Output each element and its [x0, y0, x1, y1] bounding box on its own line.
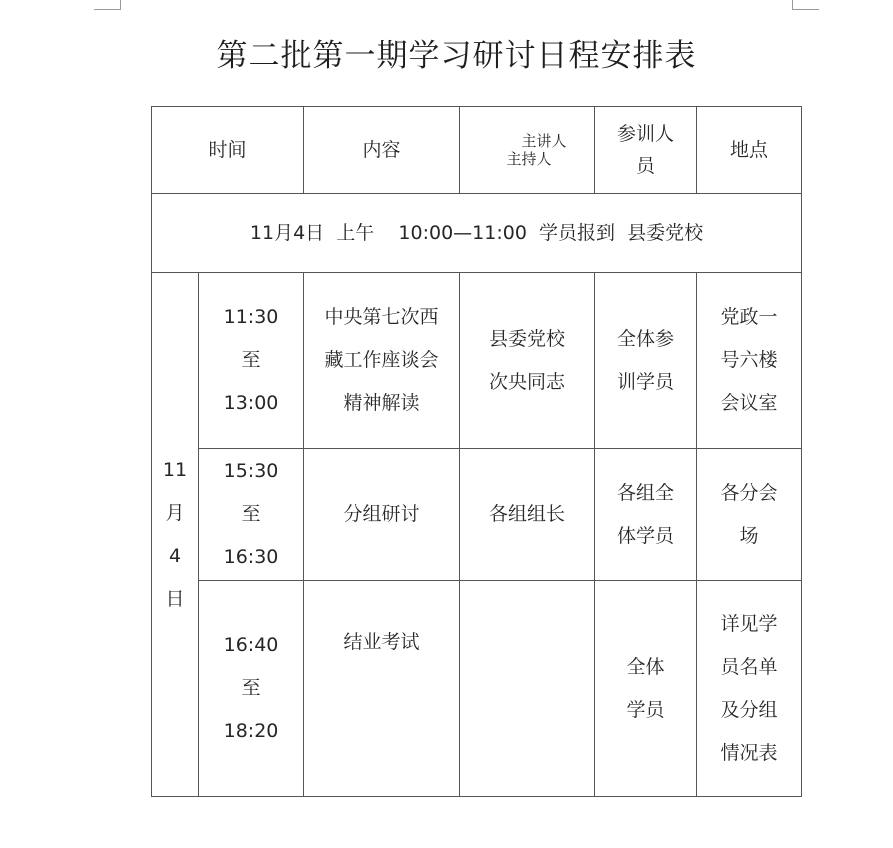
- table-row: [152, 581, 802, 797]
- location-cell: [697, 273, 802, 449]
- header-location: 地点: [697, 107, 802, 194]
- location-line: 情况表: [720, 741, 778, 764]
- date-char: 4: [168, 544, 182, 567]
- date-char: 11: [162, 458, 188, 481]
- content-line: 分组研讨: [343, 503, 420, 525]
- time-line: 至: [241, 503, 261, 525]
- location-line: 员名单: [720, 655, 778, 678]
- speaker-line: 各组组长: [489, 503, 566, 525]
- date-char: 月: [165, 501, 185, 524]
- location-line: 会议室: [720, 392, 778, 414]
- location-line: 号六楼: [720, 349, 778, 371]
- attendees-line: 学员: [626, 698, 665, 721]
- location-line: 及分组: [720, 698, 778, 721]
- crop-mark-top-right: [792, 0, 819, 10]
- attendees-line: 全体参: [617, 327, 675, 350]
- time-line: 16:30: [223, 546, 279, 568]
- attendees-cell: [595, 273, 697, 449]
- header-attendees: [595, 107, 697, 194]
- header-host-label: 主持人: [506, 150, 552, 168]
- location-line: 详见学: [720, 612, 778, 635]
- location-line: 各分会: [720, 481, 778, 504]
- speaker-cell: [460, 449, 595, 581]
- time-line: 13:00: [223, 392, 279, 414]
- speaker-line: 县委党校: [489, 327, 566, 350]
- location-line: 场: [739, 524, 759, 547]
- attendees-line: 各组全: [617, 481, 675, 504]
- header-time: 时间: [152, 107, 304, 194]
- attendees-cell: [595, 581, 697, 797]
- speaker-cell: [460, 581, 595, 797]
- date-char: 日: [165, 587, 185, 610]
- header-attendees-line: 员: [636, 155, 656, 177]
- time-line: 15:30: [223, 460, 279, 482]
- header-speaker: [460, 107, 595, 194]
- registration-row: [152, 194, 802, 273]
- table-row: [152, 273, 802, 449]
- location-line: 党政一: [720, 306, 778, 328]
- speaker-line: 次央同志: [489, 370, 566, 393]
- content-cell: [304, 273, 460, 449]
- time-line: 16:40: [223, 634, 279, 656]
- content-line: 精神解读: [343, 392, 420, 414]
- time-cell: [199, 449, 304, 581]
- attendees-line: 训学员: [617, 370, 675, 393]
- header-content: 内容: [304, 107, 460, 194]
- crop-mark-top-left: [94, 0, 121, 10]
- content-cell: [304, 581, 460, 797]
- time-line: 11:30: [223, 306, 279, 328]
- table-row: [152, 449, 802, 581]
- header-row: [152, 107, 802, 194]
- registration-text: 11月4日 上午 10:00—11:00 学员报到 县委党校: [152, 194, 802, 273]
- date-cell: [152, 273, 199, 797]
- document-title: 第二批第一期学习研讨日程安排表: [216, 38, 697, 74]
- content-cell: [304, 449, 460, 581]
- time-cell: [199, 273, 304, 449]
- header-attendees-line: 参训人: [617, 123, 675, 145]
- content-line: 中央第七次西: [324, 306, 439, 328]
- attendees-cell: [595, 449, 697, 581]
- attendees-line: 体学员: [617, 524, 675, 547]
- location-cell: [697, 449, 802, 581]
- time-cell: [199, 581, 304, 797]
- header-speaker-label: 主讲人: [521, 132, 567, 150]
- content-line: 结业考试: [343, 631, 420, 653]
- speaker-cell: [460, 273, 595, 449]
- time-line: 18:20: [223, 720, 279, 742]
- location-cell: [697, 581, 802, 797]
- schedule-table: [151, 106, 802, 797]
- time-line: 至: [241, 349, 261, 371]
- content-line: 藏工作座谈会: [324, 349, 439, 371]
- attendees-line: 全体: [626, 655, 665, 678]
- time-line: 至: [241, 677, 261, 699]
